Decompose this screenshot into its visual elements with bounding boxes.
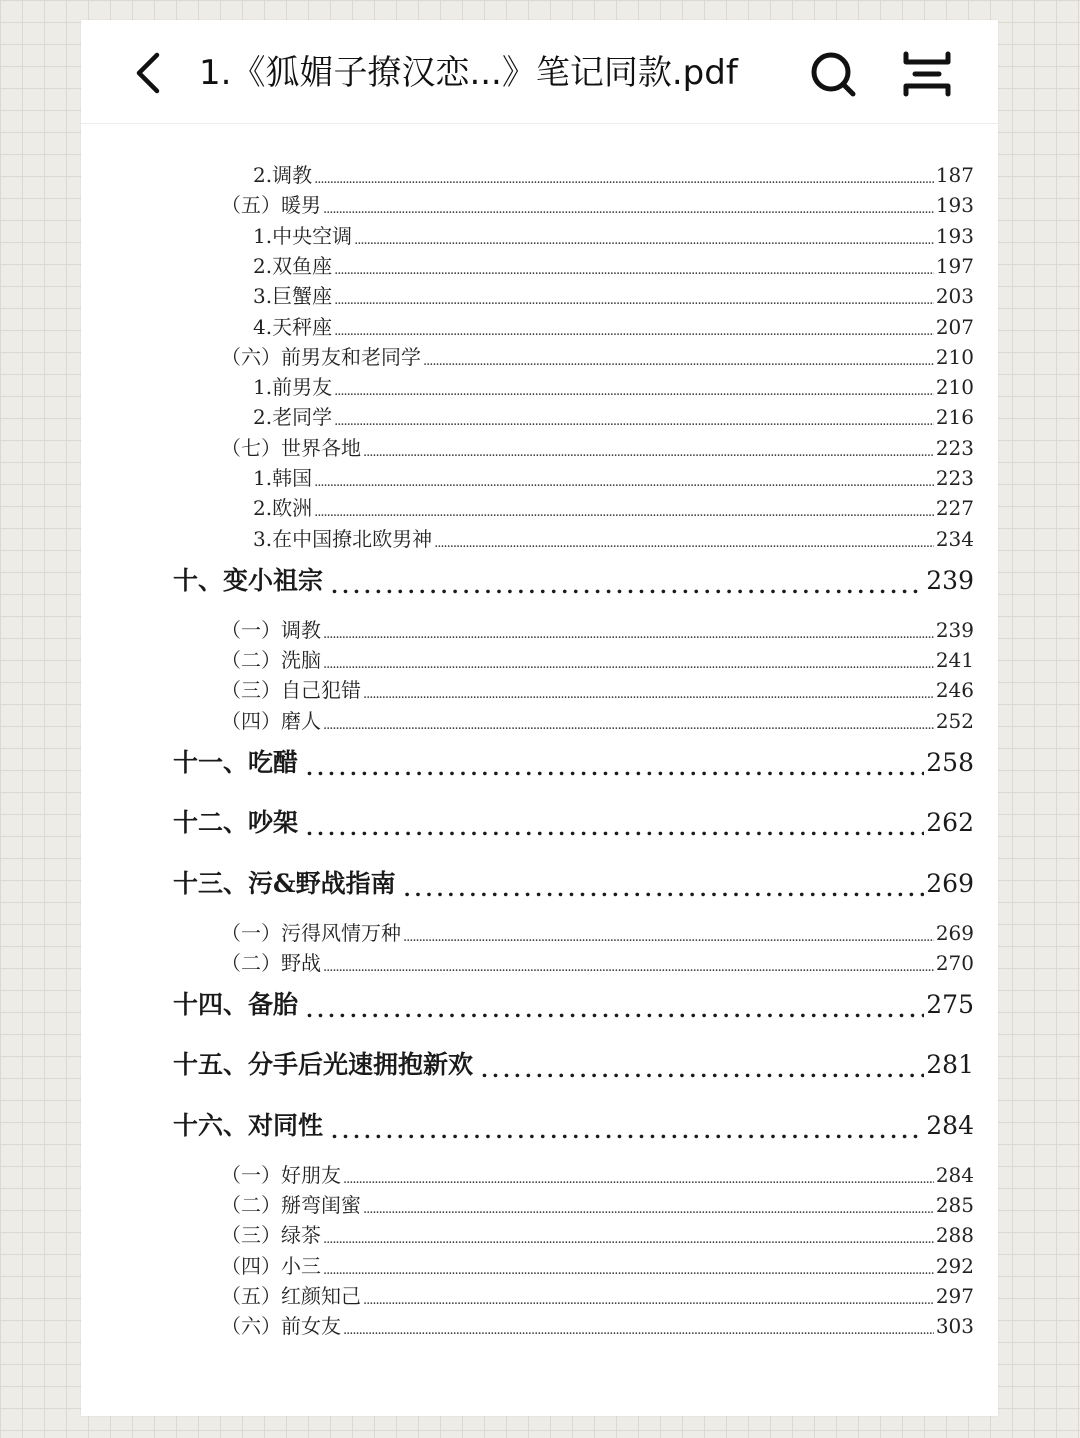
dot-leader: [403, 929, 934, 947]
toc-entry-page: 210: [935, 375, 974, 400]
toc-entry-title: （三）自己犯错: [221, 678, 361, 703]
dot-leader: [334, 262, 934, 280]
toc-entry[interactable]: [253, 252, 974, 280]
toc-entry-page: 262: [926, 808, 974, 837]
toc-entry-page: 223: [935, 466, 974, 490]
toc-entry[interactable]: [221, 1312, 974, 1340]
table-of-contents: [81, 123, 998, 1416]
toc-entry-page: 284: [926, 1110, 974, 1140]
toc-entry-title: 十五、分手后光速拥抱新欢: [173, 1050, 474, 1080]
toc-entry[interactable]: [173, 987, 974, 1023]
menu-icon: [901, 50, 953, 98]
toc-entry-title: 2.双鱼座: [253, 253, 333, 278]
dot-leader: [314, 504, 934, 522]
toc-entry-title: （六）前男友和老同学: [221, 344, 421, 369]
toc-entry-page: 275: [926, 989, 974, 1019]
toc-entry-title: （一）污得风情万种: [221, 920, 401, 945]
toc-entry-title: 十一、吃醋: [173, 747, 299, 777]
dot-leader: [334, 292, 934, 310]
dot-leader: [331, 573, 924, 599]
toc-entry-page: 246: [935, 678, 974, 703]
dot-leader: [363, 1292, 934, 1310]
toc-entry-page: 234: [935, 526, 974, 551]
toc-entry[interactable]: [221, 919, 974, 947]
dot-leader: [434, 535, 934, 553]
toc-entry[interactable]: [253, 222, 974, 250]
toc-entry-page: 193: [935, 223, 974, 248]
chevron-left-icon: [129, 50, 169, 96]
toc-entry-title: 2.欧洲: [253, 496, 313, 521]
dot-leader: [323, 717, 934, 735]
document-title: 1.《狐媚子撩汉恋...》笔记同款.pdf: [199, 53, 738, 93]
toc-entry[interactable]: [253, 403, 974, 431]
toc-entry-title: 十四、备胎: [173, 989, 299, 1019]
toc-entry-title: （六）前女友: [221, 1314, 341, 1339]
toc-entry-page: 270: [935, 950, 974, 975]
dot-leader: [314, 171, 934, 189]
toc-entry-title: （一）好朋友: [221, 1162, 341, 1187]
toc-entry-page: 288: [935, 1223, 974, 1248]
toc-entry-title: 2.老同学: [253, 405, 333, 430]
toc-entry[interactable]: [221, 1282, 974, 1310]
toc-entry[interactable]: [253, 373, 974, 401]
dot-leader: [404, 876, 925, 902]
toc-entry[interactable]: [253, 282, 974, 310]
toc-entry-title: 十六、对同性: [173, 1110, 324, 1140]
dot-leader: [363, 686, 934, 704]
toc-entry[interactable]: [221, 616, 974, 644]
toc-entry[interactable]: [173, 563, 974, 599]
dot-leader: [334, 323, 934, 341]
dot-leader: [306, 755, 924, 781]
dot-leader: [363, 1201, 934, 1219]
dot-leader: [354, 232, 934, 250]
dot-leader: [334, 413, 934, 431]
toc-entry[interactable]: [221, 1161, 974, 1189]
toc-entry-page: 303: [935, 1314, 974, 1339]
dot-leader: [343, 1171, 934, 1189]
toc-entry-title: （四）磨人: [221, 708, 321, 733]
search-button[interactable]: [809, 50, 857, 98]
toc-entry-title: 3.在中国撩北欧男神: [253, 526, 433, 551]
toc-entry[interactable]: [253, 525, 974, 553]
toc-entry[interactable]: [221, 707, 974, 735]
toc-entry-title: （四）小三: [221, 1253, 321, 1278]
dot-leader: [363, 444, 934, 462]
dot-leader: [423, 353, 934, 371]
toc-entry[interactable]: [173, 745, 974, 781]
toc-entry-page: 197: [935, 253, 974, 278]
toc-entry-title: （二）掰弯闺蜜: [221, 1193, 361, 1218]
toc-entry[interactable]: [253, 494, 974, 522]
toc-entry-title: 十二、吵架: [173, 808, 299, 837]
toc-entry-page: 227: [935, 496, 974, 521]
dot-leader: [306, 815, 924, 841]
dot-leader: [334, 383, 934, 401]
toc-entry-page: 285: [935, 1193, 974, 1218]
dot-leader: [331, 1118, 924, 1144]
dot-leader: [323, 656, 934, 674]
toc-entry-title: 1.前男友: [253, 375, 333, 400]
toc-entry-title: 十三、污&野战指南: [173, 868, 396, 898]
toc-entry-page: 239: [935, 617, 974, 642]
toc-entry-title: （一）调教: [221, 617, 321, 642]
toc-entry-title: 3.巨蟹座: [253, 284, 333, 309]
toc-entry[interactable]: [253, 313, 974, 341]
toc-entry[interactable]: [221, 1252, 974, 1280]
toc-entry-title: 4.天秤座: [253, 314, 333, 339]
dot-leader: [481, 1057, 924, 1083]
toc-entry-title: 2.调教: [253, 163, 313, 187]
toc-entry[interactable]: [253, 464, 974, 492]
dot-leader: [323, 201, 934, 219]
search-icon: [809, 50, 857, 98]
toc-entry-page: 269: [926, 868, 974, 898]
toc-entry-title: （三）绿茶: [221, 1223, 321, 1248]
dot-leader: [323, 1231, 934, 1249]
toc-entry-page: 210: [935, 344, 974, 369]
toc-entry[interactable]: [221, 434, 974, 462]
dot-leader: [323, 626, 934, 644]
toc-entry-page: 241: [935, 647, 974, 672]
toc-entry-title: （七）世界各地: [221, 435, 361, 460]
toc-entry[interactable]: [173, 866, 974, 902]
toc-entry-page: 187: [935, 163, 974, 187]
toc-entry[interactable]: [221, 1191, 974, 1219]
toc-entry[interactable]: [221, 191, 974, 219]
toc-entry[interactable]: [173, 1108, 974, 1144]
toc-entry-page: 284: [935, 1162, 974, 1187]
toc-entry[interactable]: [221, 343, 974, 371]
toc-entry-title: （二）野战: [221, 950, 321, 975]
toc-entry-page: 239: [926, 565, 974, 595]
toc-entry[interactable]: [221, 676, 974, 704]
toc-entry-page: 258: [926, 747, 974, 777]
toc-entry[interactable]: [221, 646, 974, 674]
toc-entry[interactable]: [253, 161, 974, 189]
toc-entry-title: 1.韩国: [253, 466, 313, 490]
toc-entry[interactable]: [221, 1221, 974, 1249]
dot-leader: [314, 474, 934, 492]
toc-entry-page: 269: [935, 920, 974, 945]
toc-entry-page: 223: [935, 435, 974, 460]
toc-entry-title: 1.中央空调: [253, 223, 353, 248]
back-button[interactable]: [129, 50, 169, 96]
dot-leader: [323, 959, 934, 977]
toc-entry-title: 十、变小祖宗: [173, 565, 324, 595]
menu-button[interactable]: [901, 50, 953, 98]
pdf-viewer: [81, 20, 998, 1416]
toc-entry[interactable]: [221, 949, 974, 977]
toc-entry-page: 281: [926, 1050, 974, 1080]
toc-entry[interactable]: [173, 805, 974, 841]
toc-entry-page: 252: [935, 708, 974, 733]
toc-entry-page: 297: [935, 1284, 974, 1308]
toc-entry-page: 207: [935, 314, 974, 339]
toc-entry-page: 203: [935, 284, 974, 309]
toc-entry-page: 193: [935, 193, 974, 218]
dot-leader: [343, 1322, 934, 1340]
dot-leader: [323, 1262, 934, 1280]
toc-entry-page: 292: [935, 1253, 974, 1278]
toc-entry-page: 216: [935, 405, 974, 430]
toc-entry-title: （五）红颜知己: [221, 1284, 361, 1308]
dot-leader: [306, 997, 924, 1023]
toc-entry-title: （五）暖男: [221, 193, 321, 218]
top-bar: [81, 20, 998, 124]
toc-entry[interactable]: [173, 1047, 974, 1083]
toc-entry-title: （二）洗脑: [221, 647, 321, 672]
